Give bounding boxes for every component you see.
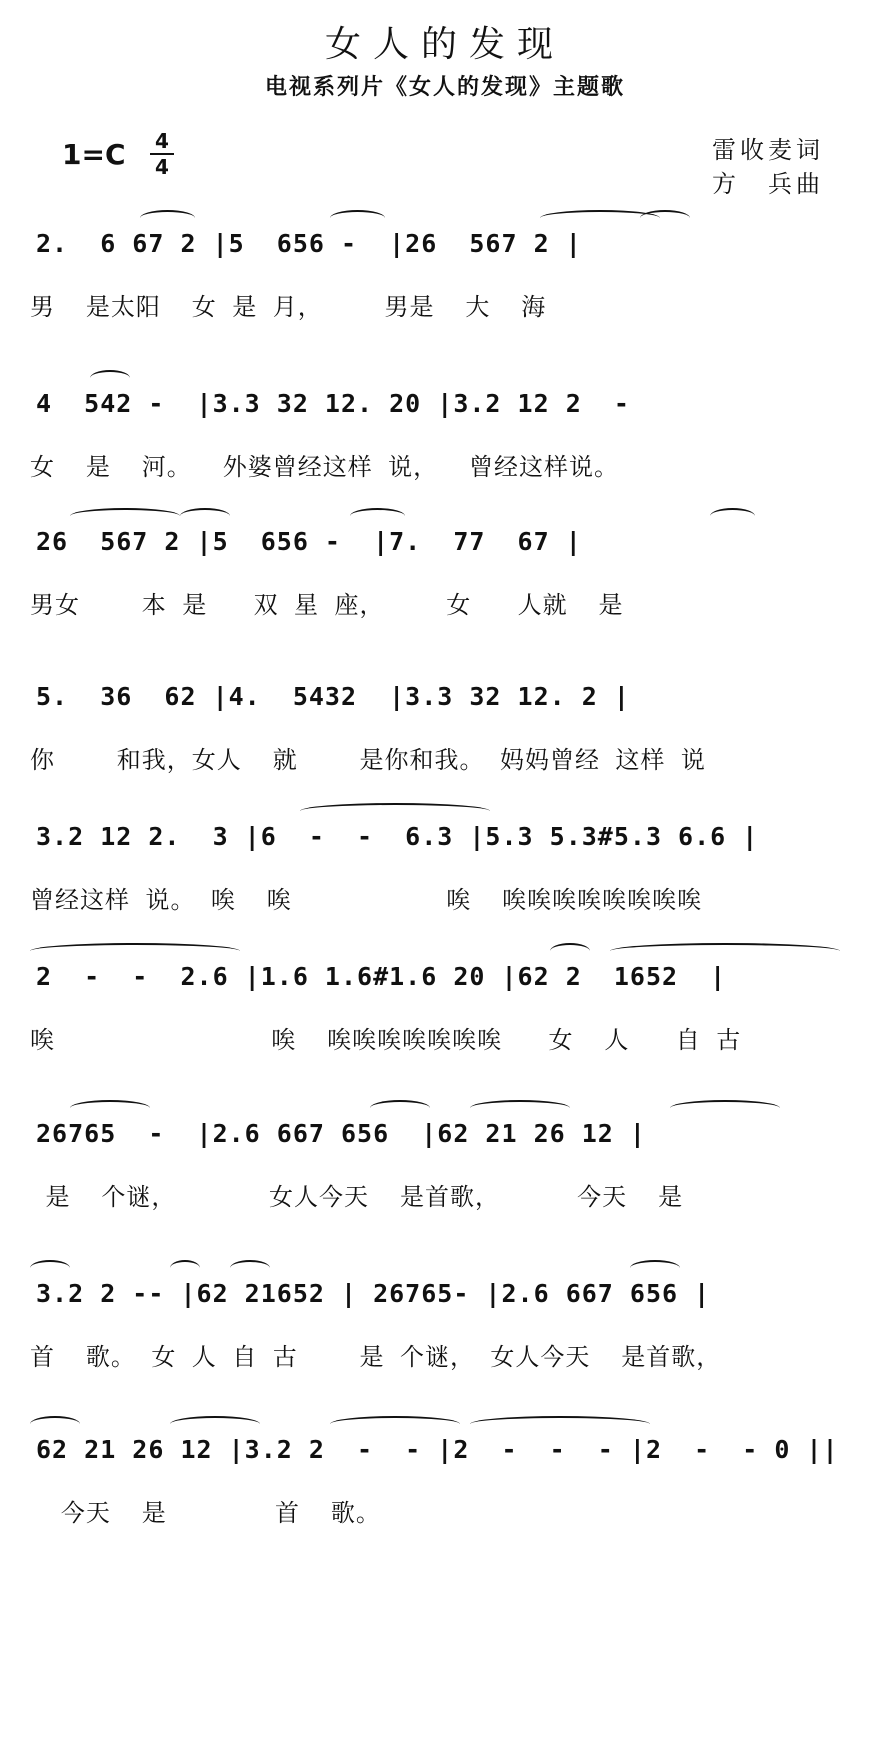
- lyric-line: 你 和我，女人 就 是你和我。 妈妈曾经 这样 说: [30, 746, 706, 774]
- score-row: [30, 520, 860, 670]
- slur-mark: [180, 508, 230, 524]
- notation-line: 2 - - 2.6 |1.6 1.6#1.6 20 |62 2 1652 |: [36, 962, 727, 991]
- lyric-line: 曾经这样 说。 唉 唉 唉 唉唉唉唉唉唉唉唉: [30, 886, 703, 914]
- slur-mark: [90, 370, 130, 386]
- slur-mark: [350, 508, 405, 524]
- slur-mark: [610, 943, 840, 959]
- slur-mark: [470, 1100, 570, 1116]
- slur-mark: [30, 1416, 80, 1432]
- song-subtitle: 电视系列片《女人的发现》主题歌: [264, 75, 625, 100]
- notation-line: 4 542 - |3.3 32 12. 20 |3.2 12 2 -: [36, 389, 646, 418]
- notation-line: 2. 6 67 2 |5 656 - |26 567 2 |: [36, 229, 582, 258]
- notation-line: 62 21 26 12 |3.2 2 - - |2 - - - |2 - - 0 ||: [36, 1435, 839, 1464]
- notation-line: 3.2 2 -- |62 21652 | 26765- |2.6 667 656 |: [36, 1279, 711, 1308]
- slur-mark: [70, 1100, 150, 1116]
- slur-mark: [670, 1100, 780, 1116]
- time-signature: [150, 130, 174, 178]
- notation-line: 26 567 2 |5 656 - |7. 77 67 |: [36, 527, 582, 556]
- lyric-line: 女 是 河。 外婆曾经这样 说， 曾经这样说。: [30, 453, 620, 481]
- slur-mark: [330, 210, 385, 226]
- slur-mark: [70, 508, 180, 524]
- composer-credit: 方 兵曲: [712, 170, 824, 198]
- slur-mark: [550, 943, 590, 959]
- notation-line: 3.2 12 2. 3 |6 - - 6.3 |5.3 5.3#5.3 6.6 |: [36, 822, 759, 851]
- score-row: [30, 222, 860, 372]
- score-row: [30, 955, 860, 1105]
- slur-mark: [640, 210, 690, 226]
- slur-mark: [630, 1260, 680, 1276]
- key-signature: 1=C: [62, 138, 126, 171]
- slur-mark: [710, 508, 755, 524]
- lyric-line: 唉 唉 唉唉唉唉唉唉唉 女 人 自 古: [30, 1026, 742, 1054]
- lyric-line: 今天 是 首 歌。: [30, 1499, 381, 1527]
- slur-mark: [30, 943, 240, 959]
- slur-mark: [370, 1100, 430, 1116]
- score-row: [30, 1112, 860, 1262]
- score-row: [30, 1428, 860, 1578]
- lyric-line: 首 歌。 女 人 自 古 是 个谜， 女人今天 是首歌，: [30, 1343, 722, 1371]
- slur-mark: [470, 1416, 650, 1432]
- time-signature-top: 4: [155, 129, 169, 153]
- lyric-line: 男女 本 是 双 星 座， 女 人就 是: [30, 591, 624, 619]
- score-row: [30, 1272, 860, 1422]
- slur-mark: [170, 1416, 260, 1432]
- score-row: [30, 675, 860, 825]
- song-title: 女人的发现: [324, 24, 565, 65]
- time-signature-bottom: 4: [155, 155, 169, 179]
- notation-line: 26765 - |2.6 667 656 |62 21 26 12 |: [36, 1119, 646, 1148]
- lyricist-credit: 雷收麦词: [712, 136, 824, 164]
- slur-mark: [300, 803, 490, 819]
- lyric-line: 男 是太阳 女 是 月， 男是 大 海: [30, 293, 547, 321]
- lyric-line: 是 个谜， 女人今天 是首歌， 今天 是: [30, 1183, 684, 1211]
- notation-line: 5. 36 62 |4. 5432 |3.3 32 12. 2 |: [36, 682, 630, 711]
- slur-mark: [230, 1260, 270, 1276]
- slur-mark: [140, 210, 195, 226]
- slur-mark: [330, 1416, 460, 1432]
- slur-mark: [170, 1260, 200, 1276]
- slur-mark: [30, 1260, 70, 1276]
